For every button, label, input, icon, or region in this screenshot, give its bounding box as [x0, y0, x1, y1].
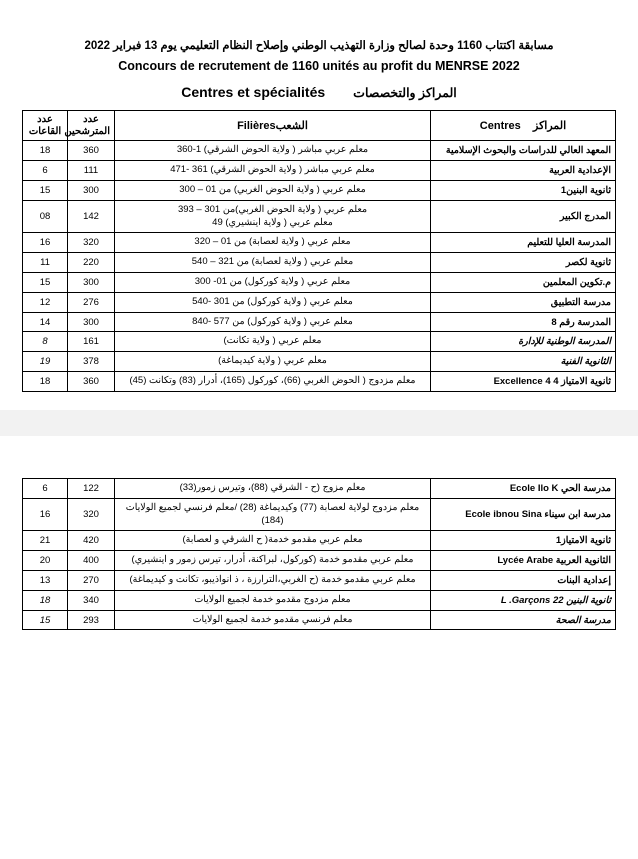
cell-rooms-count: 8 — [23, 332, 68, 352]
table-row — [23, 161, 616, 181]
cell-filiere: معلم عربي مقدمو خدمة (كوركول، لبراكنة، أدرار، تيرس زمور و اينشيري) — [115, 551, 431, 571]
table-header-row — [23, 111, 616, 141]
cell-centre: المدرسة العليا للتعليم — [431, 233, 616, 253]
cell-candidates-count: 300 — [68, 273, 115, 293]
cell-rooms-count: 6 — [23, 161, 68, 181]
centres-table-body-part1 — [23, 141, 616, 392]
column-header-centres-fr: Centres — [479, 120, 521, 133]
cell-filiere: معلم عربي ( ولاية كوركول) من 301 -540 — [115, 292, 431, 312]
cell-centre: ثانوية البنين1 — [431, 180, 616, 200]
cell-candidates-count: 122 — [68, 478, 115, 498]
table-row — [23, 312, 616, 332]
table-row — [23, 372, 616, 392]
cell-rooms-count: 18 — [23, 141, 68, 161]
cell-rooms-count: 16 — [23, 498, 68, 531]
cell-filiere: معلم مزدوج لولاية لعصابة (77) وكيديماغة (28) /معلم فرنسي لجميع الولايات (184) — [115, 498, 431, 531]
cell-centre: مدرسة ابن سيناء Ecole ibnou Sina — [431, 498, 616, 531]
table-row — [23, 200, 616, 233]
cell-candidates-count: 111 — [68, 161, 115, 181]
cell-rooms-count: 15 — [23, 610, 68, 630]
cell-rooms-count: 14 — [23, 312, 68, 332]
cell-rooms-count: 20 — [23, 551, 68, 571]
table-row — [23, 531, 616, 551]
cell-candidates-count: 378 — [68, 352, 115, 372]
column-header-candidates-line1: عدد — [83, 114, 99, 126]
cell-centre: المدرسة الوطنية للإدارة — [431, 332, 616, 352]
cell-filiere: معلم عربي ( ولاية الحوض الغربي)من 301 – 393 معلم عربي ( ولاية اينشيري) 49 — [115, 200, 431, 233]
cell-rooms-count: 21 — [23, 531, 68, 551]
table-row — [23, 292, 616, 312]
subtitle-french: Centres et spécialités — [181, 84, 326, 101]
cell-centre: إعدادية البنات — [431, 570, 616, 590]
column-header-rooms-line2: القاعات — [28, 125, 62, 137]
table-row — [23, 590, 616, 610]
cell-filiere: معلم عربي ( ولاية تكانت) — [115, 332, 431, 352]
cell-candidates-count: 360 — [68, 372, 115, 392]
cell-candidates-count: 420 — [68, 531, 115, 551]
centres-table-body-part2 — [23, 478, 616, 630]
cell-centre: مدرسة الصحة — [431, 610, 616, 630]
cell-rooms-count: 15 — [23, 180, 68, 200]
cell-rooms-count: 13 — [23, 570, 68, 590]
table-row — [23, 551, 616, 571]
cell-rooms-count: 16 — [23, 233, 68, 253]
cell-rooms-count: 6 — [23, 478, 68, 498]
column-header-rooms — [23, 111, 68, 141]
cell-candidates-count: 142 — [68, 200, 115, 233]
cell-centre: ثانوية الامتياز Excellence 4 4 — [431, 372, 616, 392]
title-french: Concours de recrutement de 1160 unités au profit du MENRSE 2022 — [118, 59, 520, 74]
cell-candidates-count: 220 — [68, 253, 115, 273]
cell-centre: مدرسة التطبيق — [431, 292, 616, 312]
cell-filiere: معلم عربي ( ولاية كيديماغة) — [115, 352, 431, 372]
page-gap — [0, 436, 638, 478]
page-separator-band — [0, 410, 638, 436]
table-row — [23, 273, 616, 293]
cell-filiere: معلم عربي ( ولاية الحوض الغربي) من 01 – 300 — [115, 180, 431, 200]
cell-filiere: معلم عربي مقدمو خدمة (ح الغربي،الترارزة ، ذ انواذيبو، تكانت و كيديماغة) — [115, 570, 431, 590]
table-row — [23, 180, 616, 200]
cell-centre: المدرسة رقم 8 — [431, 312, 616, 332]
cell-rooms-count: 19 — [23, 352, 68, 372]
cell-filiere: معلم عربي ( ولاية كوركول) من 577 -840 — [115, 312, 431, 332]
cell-candidates-count: 400 — [68, 551, 115, 571]
cell-centre: مدرسة الحي Ecole Ilo K — [431, 478, 616, 498]
cell-filiere: معلم عربي ( ولاية لعصابة) من 321 – 540 — [115, 253, 431, 273]
cell-filiere: معلم عربي مقدمو خدمة( ح الشرقي و لعصابة) — [115, 531, 431, 551]
column-header-centres — [431, 111, 616, 141]
cell-candidates-count: 293 — [68, 610, 115, 630]
cell-filiere: معلم فرنسي مقدمو خدمة لجميع الولايات — [115, 610, 431, 630]
cell-centre: المعهد العالي للدراسات والبحوث الإسلامية — [431, 141, 616, 161]
cell-centre: الإعدادية العربية — [431, 161, 616, 181]
cell-filiere: معلم مزدوج ( الحوض الغربي (66)، كوركول (165)، أدرار (83) وتكانت (45) — [115, 372, 431, 392]
cell-rooms-count: 11 — [23, 253, 68, 273]
cell-candidates-count: 360 — [68, 141, 115, 161]
centres-table-wrapper-2 — [0, 478, 638, 631]
column-header-rooms-line1: عدد — [37, 114, 53, 126]
column-header-filieres-ar: الشعب — [275, 120, 308, 133]
cell-candidates-count: 320 — [68, 498, 115, 531]
cell-rooms-count: 08 — [23, 200, 68, 233]
document-header — [0, 0, 638, 100]
centres-table-wrapper — [0, 110, 638, 392]
cell-centre: ثانوية الامتياز1 — [431, 531, 616, 551]
cell-centre: ثانوية لكصر — [431, 253, 616, 273]
cell-rooms-count: 18 — [23, 372, 68, 392]
column-header-candidates — [64, 111, 115, 141]
subtitle-row — [22, 84, 616, 100]
cell-filiere: معلم عربي مباشر ( ولاية الحوض الشرقي) 1-360 — [115, 141, 431, 161]
centres-table-part1 — [22, 110, 616, 392]
cell-candidates-count: 300 — [68, 180, 115, 200]
title-arabic: مسابقة اكتتاب 1160 وحدة لصالح وزارة التهذيب الوطني وإصلاح النظام التعليمي يوم 13 فبراير 2022 — [84, 40, 554, 52]
cell-filiere: معلم عربي مباشر ( ولاية الحوض الشرقي) 361 -471 — [115, 161, 431, 181]
table-row — [23, 233, 616, 253]
table-row — [23, 610, 616, 630]
column-header-centres-ar: المراكز — [533, 120, 567, 133]
column-header-filieres-fr: Filières — [237, 120, 276, 133]
cell-rooms-count: 18 — [23, 590, 68, 610]
table-row — [23, 352, 616, 372]
cell-filiere: معلم عربي ( ولاية لعصابة) من 01 – 320 — [115, 233, 431, 253]
cell-centre: ثانوية البنين 22 L .Garçons — [431, 590, 616, 610]
table-row — [23, 478, 616, 498]
column-header-filieres — [115, 111, 431, 141]
table-row — [23, 332, 616, 352]
cell-candidates-count: 320 — [68, 233, 115, 253]
cell-centre: م.تكوين المعلمين — [431, 273, 616, 293]
cell-candidates-count: 270 — [68, 570, 115, 590]
cell-candidates-count: 300 — [68, 312, 115, 332]
cell-centre: الثانوية العربية Lycée Arabe — [431, 551, 616, 571]
table-row — [23, 570, 616, 590]
column-header-candidates-line2: المترشحين — [64, 125, 110, 137]
centres-table-part2 — [22, 478, 616, 631]
table-row — [23, 141, 616, 161]
cell-candidates-count: 276 — [68, 292, 115, 312]
table-row — [23, 498, 616, 531]
cell-rooms-count: 12 — [23, 292, 68, 312]
cell-filiere: معلم مزدوج مقدمو خدمة لجميع الولايات — [115, 590, 431, 610]
table-row — [23, 253, 616, 273]
cell-centre: المدرج الكبير — [431, 200, 616, 233]
cell-filiere: معلم مزوج (ح - الشرقي (88)، وتيرس زمور(33) — [115, 478, 431, 498]
subtitle-arabic: المراكز والتخصصات — [353, 86, 457, 101]
cell-candidates-count: 340 — [68, 590, 115, 610]
cell-candidates-count: 161 — [68, 332, 115, 352]
cell-rooms-count: 15 — [23, 273, 68, 293]
cell-filiere: معلم عربي ( ولاية كوركول) من 01- 300 — [115, 273, 431, 293]
cell-centre: الثانوية الفنية — [431, 352, 616, 372]
